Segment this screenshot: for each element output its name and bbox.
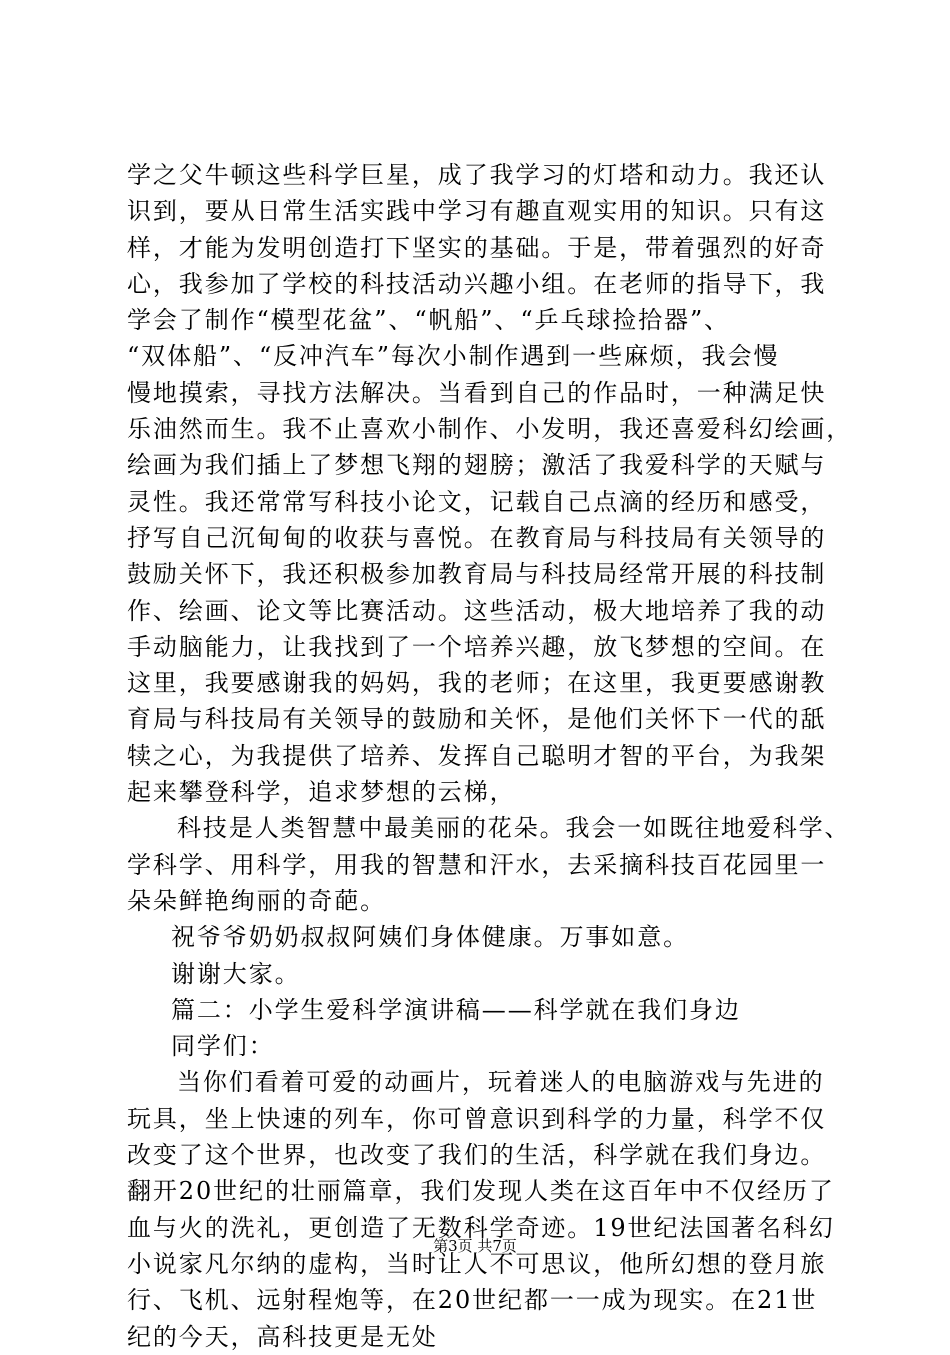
text-line: 心，我参加了学校的科技活动兴趣小组。在老师的指导下，我 — [127, 269, 827, 298]
section-heading: 篇二：小学生爱科学演讲稿——科学就在我们身边 — [171, 995, 741, 1024]
text-line: 犊之心，为我提供了培养、发挥自己聪明才智的平台，为我架 — [127, 741, 827, 770]
paragraph-start: 当你们看着可爱的动画片，玩着迷人的电脑游戏与先进的 — [177, 1068, 825, 1097]
text-line: 翻开20世纪的壮丽篇章，我们发现人类在这百年中不仅经历了 — [127, 1177, 835, 1206]
text-line: 手动脑能力，让我找到了一个培养兴趣，放飞梦想的空间。在 — [127, 632, 827, 661]
paragraph-start: 祝爷爷奶奶叔叔阿姨们身体健康。万事如意。 — [171, 923, 689, 952]
text-line: 育局与科技局有关领导的鼓励和关怀，是他们关怀下一代的舐 — [127, 705, 827, 734]
text-line: 样，才能为发明创造打下坚实的基础。于是，带着强烈的好奇 — [127, 233, 827, 262]
text-line: 玩具，坐上快速的列车，你可曾意识到科学的力量，科学不仅 — [127, 1104, 827, 1133]
text-line: 鼓励关怀下，我还积极参加教育局与科技局经常开展的科技制 — [127, 560, 827, 589]
text-line: 血与火的洗礼，更创造了无数科学奇迹。19世纪法国著名科幻 — [127, 1213, 835, 1242]
text-line: 乐油然而生。我不止喜欢小制作、小发明，我还喜爱科幻绘画， — [127, 415, 853, 444]
body-text — [127, 157, 853, 1355]
text-line: 小说家凡尔纳的虚构，当时让人不可思议，他所幻想的登月旅 — [127, 1249, 827, 1278]
text-line: 慢地摸索，寻找方法解决。当看到自己的作品时，一种满足快 — [127, 378, 827, 407]
text-line: 这里，我要感谢我的妈妈，我的老师；在这里，我更要感谢教 — [127, 669, 827, 698]
text-line: 识到，要从日常生活实践中学习有趣直观实用的知识。只有这 — [127, 197, 827, 226]
text-line: 抒写自己沉甸甸的收获与喜悦。在教育局与科技局有关领导的 — [127, 523, 827, 552]
text-line: 学之父牛顿这些科学巨星，成了我学习的灯塔和动力。我还认 — [127, 161, 827, 189]
text-line: 绘画为我们插上了梦想飞翔的翅膀；激活了我爱科学的天赋与 — [127, 451, 827, 480]
text-line: 学会了制作“模型花盆”、“帆船”、“乒乓球捡拾器”、 — [127, 306, 731, 335]
salutation: 同学们： — [171, 1032, 275, 1061]
page-number-footer: 第3页 共7页 — [433, 1237, 517, 1255]
text-line: 纪的今天，高科技更是无处 — [127, 1322, 438, 1351]
paragraph-start: 谢谢大家。 — [171, 959, 301, 988]
text-line: “双体船”、“反冲汽车”每次小制作遇到一些麻烦，我会慢 — [127, 342, 780, 371]
text-line: 作、绘画、论文等比赛活动。这些活动，极大地培养了我的动 — [127, 596, 827, 625]
paragraph-start: 科技是人类智慧中最美丽的花朵。我会一如既往地爱科学、 — [177, 814, 851, 843]
text-line: 灵性。我还常常写科技小论文，记载自己点滴的经历和感受， — [127, 487, 827, 516]
text-line: 起来攀登科学，追求梦想的云梯， — [127, 778, 516, 807]
text-line: 行、飞机、远射程炮等，在20世纪都一一成为现实。在21世 — [127, 1286, 818, 1315]
text-line: 学科学、用科学，用我的智慧和汗水，去采摘科技百花园里一 — [127, 850, 827, 879]
text-line: 朵朵鲜艳绚丽的奇葩。 — [127, 886, 386, 915]
text-line: 改变了这个世界，也改变了我们的生活，科学就在我们身边。 — [127, 1141, 827, 1170]
